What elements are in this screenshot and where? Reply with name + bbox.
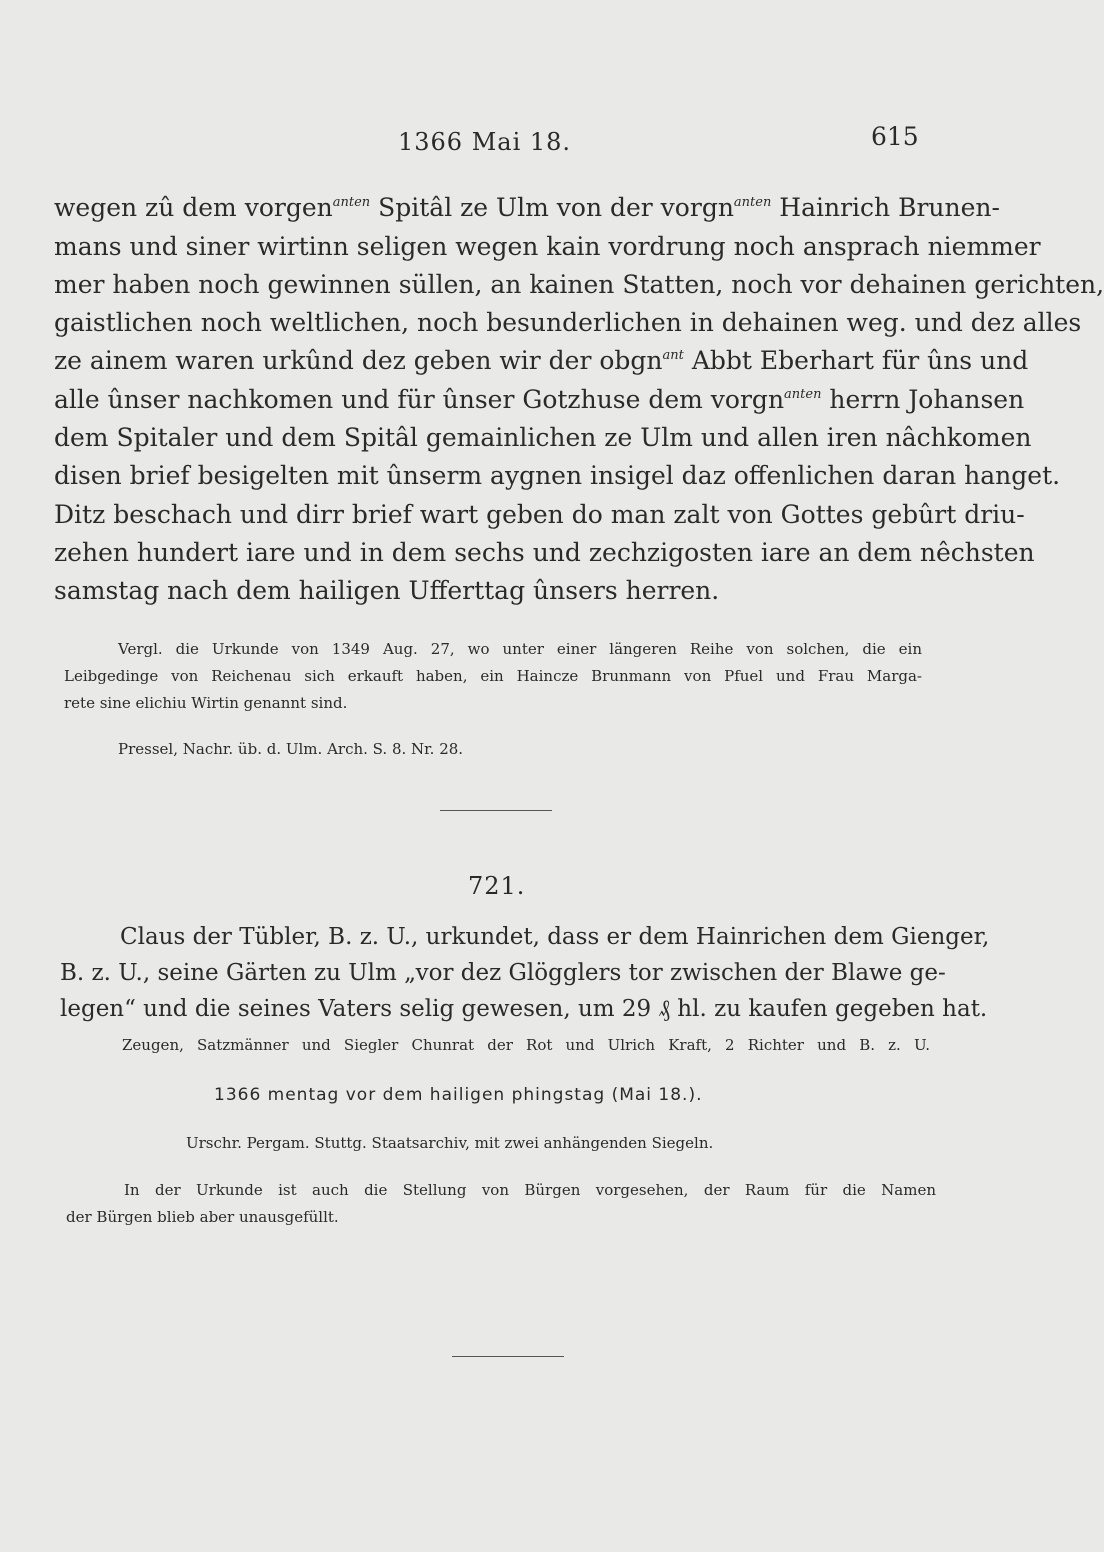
body-line-4: gaistlichen noch weltlichen, noch besunderlichen in dehainen weg. und dez alles — [54, 308, 1082, 337]
running-header-date: 1366 Mai 18. — [398, 128, 572, 156]
body-line-7: dem Spitaler und dem Spitâl gemainlichen ze Ulm und allen iren nâchkomen — [54, 423, 1032, 452]
body-line-10: zehen hundert iare und in dem sechs und zechzigosten iare an dem nêchsten — [54, 538, 1035, 567]
issue-date-line: 1366 mentag vor dem hailigen phingstag (Mai 18.). — [214, 1085, 703, 1105]
note-line-3: rete sine elichiu Wirtin genannt sind. — [64, 694, 348, 712]
remark-line-2: der Bürgen blieb aber unausgefüllt. — [66, 1208, 339, 1226]
section-divider — [440, 810, 552, 811]
witnesses-line: Zeugen, Satzmänner und Siegler Chunrat der Rot und Ulrich Kraft, 2 Richter und B. z. U. — [122, 1036, 930, 1054]
note-line-1: Vergl. die Urkunde von 1349 Aug. 27, wo unter einer längeren Reihe von solchen, die ein — [118, 640, 922, 658]
source-note: Pressel, Nachr. üb. d. Ulm. Arch. S. 8. Nr. 28. — [118, 740, 464, 758]
remark-line-1: In der Urkunde ist auch die Stellung von Bürgen vorgesehen, der Raum für die Namen — [124, 1181, 936, 1199]
body-line-6: alle ûnser nachkomen und für ûnser Gotzhuse dem vorgn$^{anten}$ herrn Johansen — [54, 385, 1025, 414]
body-line-8: disen brief besigelten mit ûnserm aygnen insigel daz offenlichen daran hanget. — [54, 461, 1061, 490]
body-line-5: ze ainem waren urkûnd dez geben wir der obgn$^{ant}$ Abbt Eberhart für ûns und — [54, 346, 1029, 375]
body-line-9: Ditz beschach und dirr brief wart geben do man zalt von Gottes gebûrt driu- — [54, 500, 1025, 529]
note-line-2: Leibgedinge von Reichenau sich erkauft haben, ein Haincze Brunmann von Pfuel und Frau Marga- — [64, 667, 922, 685]
body-line-11: samstag nach dem hailigen Ufferttag ûnsers herren. — [54, 576, 720, 605]
bottom-divider — [452, 1356, 564, 1357]
regest-line-3: legen“ und die seines Vaters selig gewesen, um 29 ₰ hl. zu kaufen gegeben hat. — [60, 996, 988, 1022]
body-line-3: mer haben noch gewinnen süllen, an kainen Statten, noch vor dehainen gerichten, — [54, 270, 1104, 299]
regest-line-2: B. z. U., seine Gärten zu Ulm „vor dez Glögglers tor zwischen der Blawe ge- — [60, 960, 946, 986]
document-number: 721. — [468, 872, 526, 900]
archive-line: Urschr. Pergam. Stuttg. Staatsarchiv, mit zwei anhängenden Siegeln. — [186, 1134, 714, 1152]
body-line-1: wegen zû dem vorgen$^{anten}$ Spitâl ze Ulm von der vorgn$^{anten}$ Hainrich Brunen- — [54, 193, 1000, 222]
regest-line-1: Claus der Tübler, B. z. U., urkundet, dass er dem Hainrichen dem Gienger, — [120, 924, 990, 950]
body-line-2: mans und siner wirtinn seligen wegen kain vordrung noch ansprach niemmer — [54, 232, 1041, 261]
page-number: 615 — [871, 122, 919, 151]
